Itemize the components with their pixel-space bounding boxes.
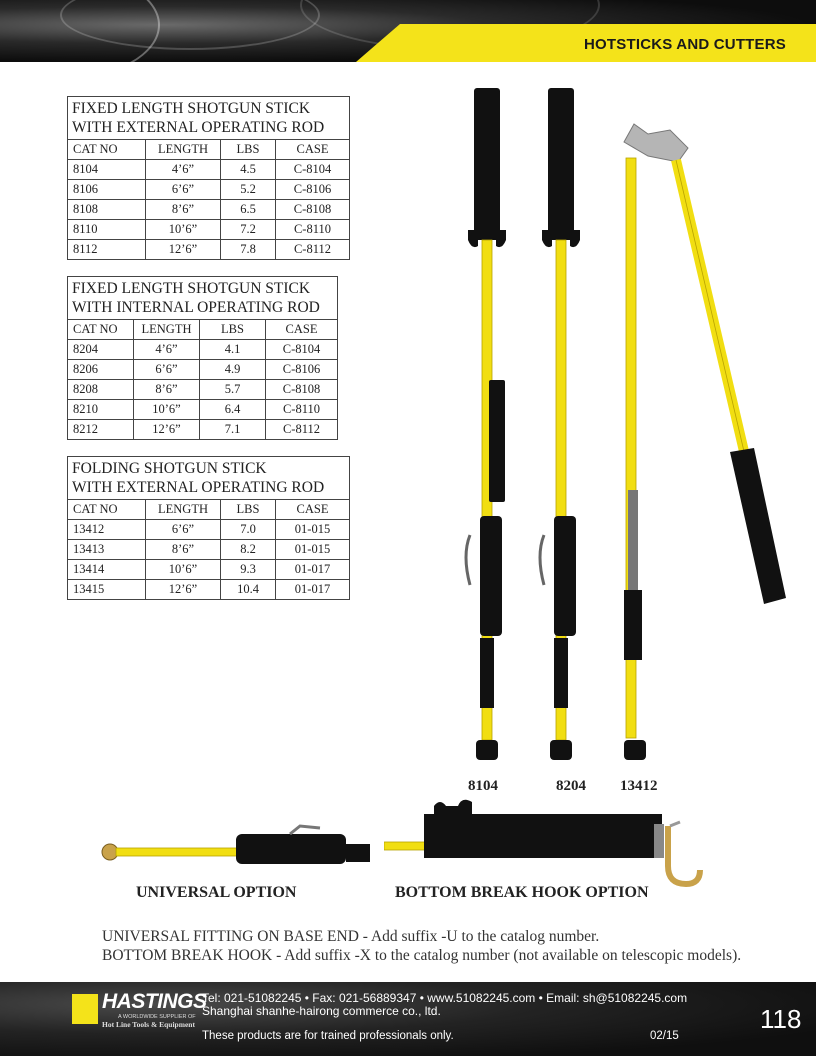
- cell: C-8108: [276, 200, 350, 220]
- table-row: [68, 520, 350, 540]
- column-header: LBS: [200, 320, 266, 340]
- column-header: CASE: [266, 320, 338, 340]
- hook-option-image: [384, 796, 704, 888]
- cell: 7.2: [221, 220, 276, 240]
- contact-line: Tel: 021-51082245 • Fax: 021-56889347 • www.51082245.com • Email: sh@51082245.com: [202, 991, 688, 1005]
- cell: 7.0: [221, 520, 276, 540]
- caption-13412: 13412: [620, 778, 658, 794]
- table-row: [68, 160, 350, 180]
- cell: 01-015: [276, 540, 350, 560]
- cell: 8204: [68, 340, 134, 360]
- cell: 7.1: [200, 420, 266, 440]
- cell: 12’6”: [146, 240, 221, 260]
- table-row: [68, 340, 338, 360]
- page-footer: [0, 982, 816, 1056]
- cell: 8106: [68, 180, 146, 200]
- cell: 9.3: [221, 560, 276, 580]
- cell: 8110: [68, 220, 146, 240]
- cell: 8206: [68, 360, 134, 380]
- cell: 8210: [68, 400, 134, 420]
- cell: 5.2: [221, 180, 276, 200]
- note-universal-fitting: UNIVERSAL FITTING ON BASE END - Add suffix -U to the catalog number.: [102, 928, 600, 945]
- column-header: CAT NO: [68, 320, 134, 340]
- cell: 10’6”: [146, 220, 221, 240]
- hastings-logo-icon: [72, 994, 98, 1024]
- page-header: [0, 0, 816, 62]
- cell: 7.8: [221, 240, 276, 260]
- table-row: [68, 560, 350, 580]
- company-name: Shanghai shanhe-hairong commerce co., ltd.: [202, 1004, 441, 1018]
- cell: 5.7: [200, 380, 266, 400]
- cell: 4’6”: [134, 340, 200, 360]
- cell: 01-017: [276, 580, 350, 600]
- cell: 6.5: [221, 200, 276, 220]
- cell: 13412: [68, 520, 146, 540]
- table-title: [68, 277, 338, 320]
- cell: C-8110: [266, 400, 338, 420]
- cell: 8108: [68, 200, 146, 220]
- table-row: [68, 180, 350, 200]
- spec-table-folding: [67, 456, 350, 600]
- cell: 10’6”: [146, 560, 221, 580]
- cell: 8212: [68, 420, 134, 440]
- cell: C-8112: [276, 240, 350, 260]
- caption-8204: 8204: [556, 778, 586, 794]
- table-row: [68, 220, 350, 240]
- column-header: CAT NO: [68, 500, 146, 520]
- table-title-line: WITH EXTERNAL OPERATING ROD: [72, 119, 325, 136]
- cell: 6’6”: [146, 520, 221, 540]
- cell: C-8104: [266, 340, 338, 360]
- column-header: LBS: [221, 500, 276, 520]
- contact-info: [202, 992, 687, 1018]
- cell: 13415: [68, 580, 146, 600]
- table-title: [68, 97, 350, 140]
- stick-8204-illustration: [540, 88, 580, 760]
- cell: 4.1: [200, 340, 266, 360]
- cell: 01-017: [276, 560, 350, 580]
- cell: 4.5: [221, 160, 276, 180]
- table-row: [68, 240, 350, 260]
- cell: 8208: [68, 380, 134, 400]
- cell: 8’6”: [146, 200, 221, 220]
- cell: 8112: [68, 240, 146, 260]
- column-header: CASE: [276, 140, 350, 160]
- table-title-line: FIXED LENGTH SHOTGUN STICK: [72, 280, 311, 297]
- cell: 10’6”: [134, 400, 200, 420]
- cell: 6’6”: [134, 360, 200, 380]
- cell: 01-015: [276, 520, 350, 540]
- page-number: 118: [760, 1004, 802, 1034]
- hook-option-label: BOTTOM BREAK HOOK OPTION: [395, 884, 649, 901]
- cell: C-8112: [266, 420, 338, 440]
- column-header: LENGTH: [146, 140, 221, 160]
- table-title-line: FOLDING SHOTGUN STICK: [72, 460, 267, 477]
- column-header: LENGTH: [146, 500, 221, 520]
- cell: 13414: [68, 560, 146, 580]
- table-row: [68, 200, 350, 220]
- cell: C-8104: [276, 160, 350, 180]
- cell: 10.4: [221, 580, 276, 600]
- cell: C-8106: [276, 180, 350, 200]
- spec-table-external-rod: [67, 96, 350, 260]
- section-title: HOTSTICKS AND CUTTERS: [584, 36, 786, 53]
- cell: C-8106: [266, 360, 338, 380]
- cell: 12’6”: [134, 420, 200, 440]
- spec-table-internal-rod: [67, 276, 338, 440]
- cell: 6’6”: [146, 180, 221, 200]
- disclaimer: These products are for trained professionals only.: [202, 1030, 454, 1042]
- table-header-row: [68, 320, 338, 340]
- column-header: LENGTH: [134, 320, 200, 340]
- universal-option-image: [100, 820, 370, 880]
- column-header: LBS: [221, 140, 276, 160]
- cell: 12’6”: [146, 580, 221, 600]
- stick-8104-illustration: [466, 88, 506, 760]
- logo-tagline-2: Hot Line Tools & Equipment: [102, 1020, 195, 1029]
- logo-name: HASTINGS: [102, 990, 207, 1013]
- table-title-line: FIXED LENGTH SHOTGUN STICK: [72, 100, 311, 117]
- note-bottom-break-hook: BOTTOM BREAK HOOK - Add suffix -X to the catalog number (not available on telescopic models).: [102, 947, 742, 964]
- column-header: CASE: [276, 500, 350, 520]
- stick-13412-illustration: [624, 124, 786, 760]
- table-row: [68, 380, 338, 400]
- table-row: [68, 580, 350, 600]
- cell: C-8110: [276, 220, 350, 240]
- revision-date: 02/15: [650, 1030, 679, 1042]
- table-row: [68, 540, 350, 560]
- cell: 6.4: [200, 400, 266, 420]
- table-row: [68, 400, 338, 420]
- table-row: [68, 360, 338, 380]
- table-row: [68, 420, 338, 440]
- cell: 4.9: [200, 360, 266, 380]
- universal-option-label: UNIVERSAL OPTION: [136, 884, 297, 901]
- cell: 8’6”: [134, 380, 200, 400]
- table-title-line: WITH INTERNAL OPERATING ROD: [72, 299, 320, 316]
- cell: 8.2: [221, 540, 276, 560]
- column-header: CAT NO: [68, 140, 146, 160]
- logo-tagline: A WORLDWIDE SUPPLIER OF: [118, 1014, 196, 1020]
- table-title: [68, 457, 350, 500]
- cell: C-8108: [266, 380, 338, 400]
- table-header-row: [68, 500, 350, 520]
- table-title-line: WITH EXTERNAL OPERATING ROD: [72, 479, 325, 496]
- cell: 8104: [68, 160, 146, 180]
- shotgun-sticks-image: [440, 80, 800, 770]
- cell: 8’6”: [146, 540, 221, 560]
- table-header-row: [68, 140, 350, 160]
- caption-8104: 8104: [468, 778, 498, 794]
- cell: 13413: [68, 540, 146, 560]
- cell: 4’6”: [146, 160, 221, 180]
